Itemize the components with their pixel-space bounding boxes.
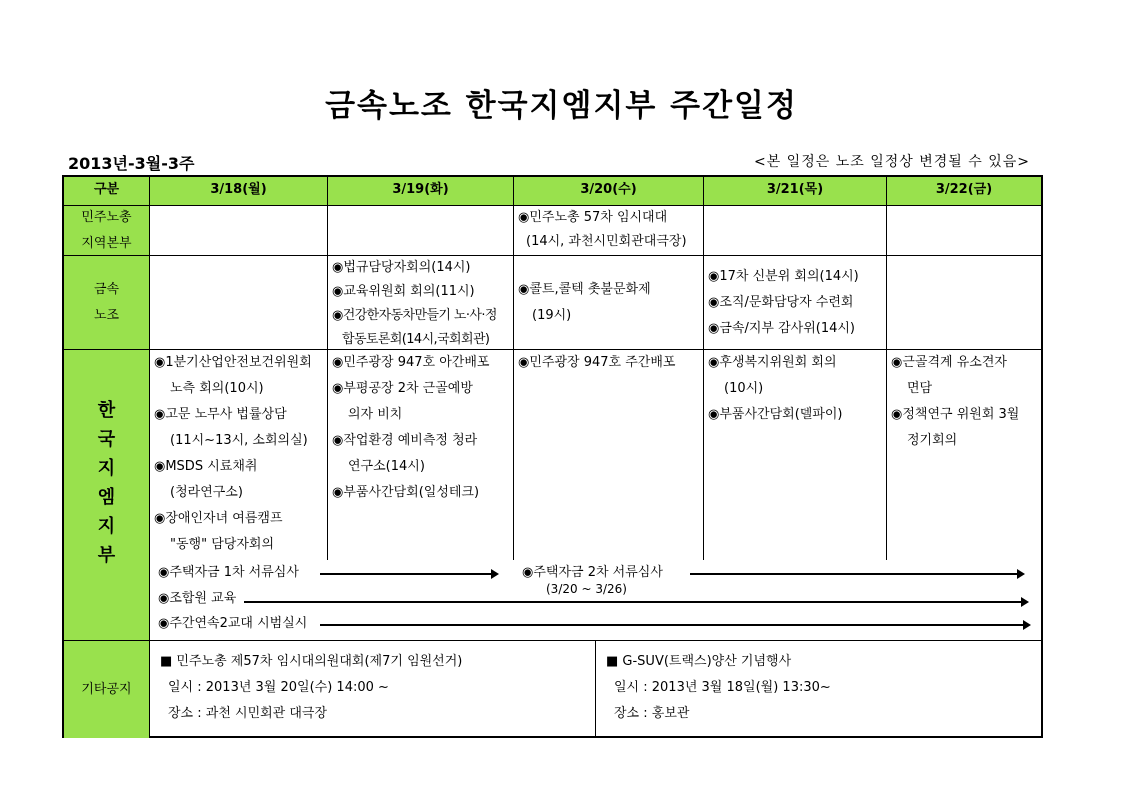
row-label-kmwu (64, 256, 150, 350)
arrow-union-edu (244, 601, 1027, 603)
column-divider (703, 350, 704, 560)
row-label-char: 한 (97, 400, 116, 421)
schedule-item: (청라연구소) (170, 485, 243, 500)
row-label-char: 엠 (97, 487, 116, 508)
cell-kmwu-wed (514, 256, 704, 350)
schedule-item: ◉민주노총 57차 임시대대 (518, 210, 668, 225)
schedule-item: 노측 회의(10시) (170, 381, 264, 396)
row-label-char: 국 (97, 429, 116, 450)
arrow-housing2 (690, 573, 1023, 575)
cell-kctu-tue (328, 206, 514, 256)
notice-right (596, 641, 1041, 738)
header-day-mon: 3/18(월) (150, 177, 328, 206)
arrow-shift (320, 624, 1029, 626)
row-label-gm (64, 350, 150, 641)
schedule-item: ◉콜트,콜텍 촛불문화제 (518, 282, 651, 297)
schedule-item: ◉부평공장 2차 근골예방 (332, 381, 473, 396)
schedule-item: ◉교육위원회 회의(11시) (332, 284, 475, 299)
header-day-thu: 3/21(목) (704, 177, 887, 206)
cell-kctu-thu (704, 206, 887, 256)
schedule-item: ◉작업환경 예비측정 청라 (332, 433, 478, 448)
schedule-item: 연구소(14시) (348, 459, 425, 474)
row-label-kctu (64, 206, 150, 256)
schedule-item: "동행" 담당자회의 (170, 537, 274, 552)
schedule-item: ◉MSDS 시료채취 (154, 459, 258, 474)
schedule-item: ◉민주광장 947호 주간배포 (518, 355, 676, 370)
schedule-table (62, 175, 1043, 738)
cell-gm-thu (704, 350, 887, 641)
header-day-fri: 3/22(금) (887, 177, 1041, 206)
row-label-line: 금속 (93, 281, 120, 297)
span-item-shift: ◉주간연속2교대 시범실시 (158, 616, 308, 631)
schedule-item: ◉후생복지위원회 회의 (708, 355, 837, 370)
schedule-item: ◉장애인자녀 여름캠프 (154, 511, 283, 526)
schedule-item: 합동토론회(14시,국회회관) (342, 332, 490, 347)
header-corner: 구분 (64, 177, 150, 206)
cell-gm-fri (887, 350, 1041, 641)
cell-gm-tue (328, 350, 514, 641)
schedule-item: (10시) (724, 381, 764, 396)
notice-date: 일시 : 2013년 3월 18일(월) 13:30~ (614, 680, 831, 695)
cell-kmwu-thu (704, 256, 887, 350)
schedule-item: 면담 (907, 381, 933, 396)
row-label-line: 지역본부 (81, 235, 132, 251)
schedule-item: (14시, 과천시민회관대극장) (526, 234, 687, 249)
page-title: 금속노조 한국지엠지부 주간일정 (325, 88, 798, 124)
schedule-item: ◉정책연구 위원회 3월 (891, 407, 1020, 422)
header-day-tue: 3/19(화) (328, 177, 514, 206)
span-item-housing1: ◉주택자금 1차 서류심사 (158, 565, 299, 580)
schedule-item: (19시) (532, 308, 572, 323)
column-divider (327, 350, 328, 560)
notice-place: 장소 : 홍보관 (614, 706, 690, 721)
span-item-housing2: ◉주택자금 2차 서류심사 (522, 565, 663, 580)
week-label: 2013년-3월-3주 (68, 154, 195, 173)
cell-kctu-mon (150, 206, 328, 256)
schedule-item: ◉근골격계 유소견자 (891, 355, 1007, 370)
schedule-item: ◉고문 노무사 법률상담 (154, 407, 287, 422)
cell-gm-wed (514, 350, 704, 641)
schedule-item: ◉1분기산업안전보건위원회 (154, 355, 312, 370)
row-label-line: 민주노총 (81, 209, 132, 225)
span-item-union-edu: ◉조합원 교육 (158, 591, 237, 606)
column-divider (513, 350, 514, 560)
cell-kmwu-fri (887, 256, 1041, 350)
notice-left (150, 641, 596, 738)
notice-title: ■ 민주노총 제57차 임시대의원대회(제7기 임원선거) (160, 654, 463, 669)
row-label-char: 지 (97, 516, 116, 537)
schedule-item: ◉17차 신분위 회의(14시) (708, 269, 859, 284)
cell-kmwu-tue (328, 256, 514, 350)
schedule-item: ◉건강한자동차만들기 노·사·정 (332, 308, 497, 323)
schedule-item: ◉금속/지부 감사위(14시) (708, 321, 856, 336)
row-label-line: 노조 (93, 307, 120, 323)
notice-title: ■ G-SUV(트랙스)양산 기념행사 (606, 654, 792, 669)
cell-kctu-fri (887, 206, 1041, 256)
schedule-item: ◉법규담당자회의(14시) (332, 260, 471, 275)
header-day-wed: 3/20(수) (514, 177, 704, 206)
row-label-char: 부 (97, 545, 116, 566)
row-label-other (64, 641, 150, 738)
schedule-item: 정기회의 (907, 433, 958, 448)
schedule-item: ◉부품사간담회(일성테크) (332, 485, 480, 500)
cell-kctu-wed (514, 206, 704, 256)
schedule-item: ◉부품사간담회(델파이) (708, 407, 843, 422)
schedule-item: (11시~13시, 소회의실) (170, 433, 308, 448)
schedule-item: 의자 비치 (348, 407, 403, 422)
span-item-housing2-dates: (3/20 ~ 3/26) (546, 582, 627, 596)
row-label-line: 기타공지 (81, 681, 132, 697)
notice-place: 장소 : 과천 시민회관 대극장 (168, 706, 328, 721)
schedule-item: ◉조직/문화담당자 수련회 (708, 295, 854, 310)
schedule-notice: <본 일정은 노조 일정상 변경될 수 있음> (753, 154, 1030, 170)
cell-kmwu-mon (150, 256, 328, 350)
column-divider (886, 350, 887, 560)
arrow-housing1 (320, 573, 497, 575)
schedule-item: ◉민주광장 947호 아간배포 (332, 355, 490, 370)
notice-date: 일시 : 2013년 3월 20일(수) 14:00 ~ (168, 680, 389, 695)
row-label-char: 지 (97, 458, 116, 479)
